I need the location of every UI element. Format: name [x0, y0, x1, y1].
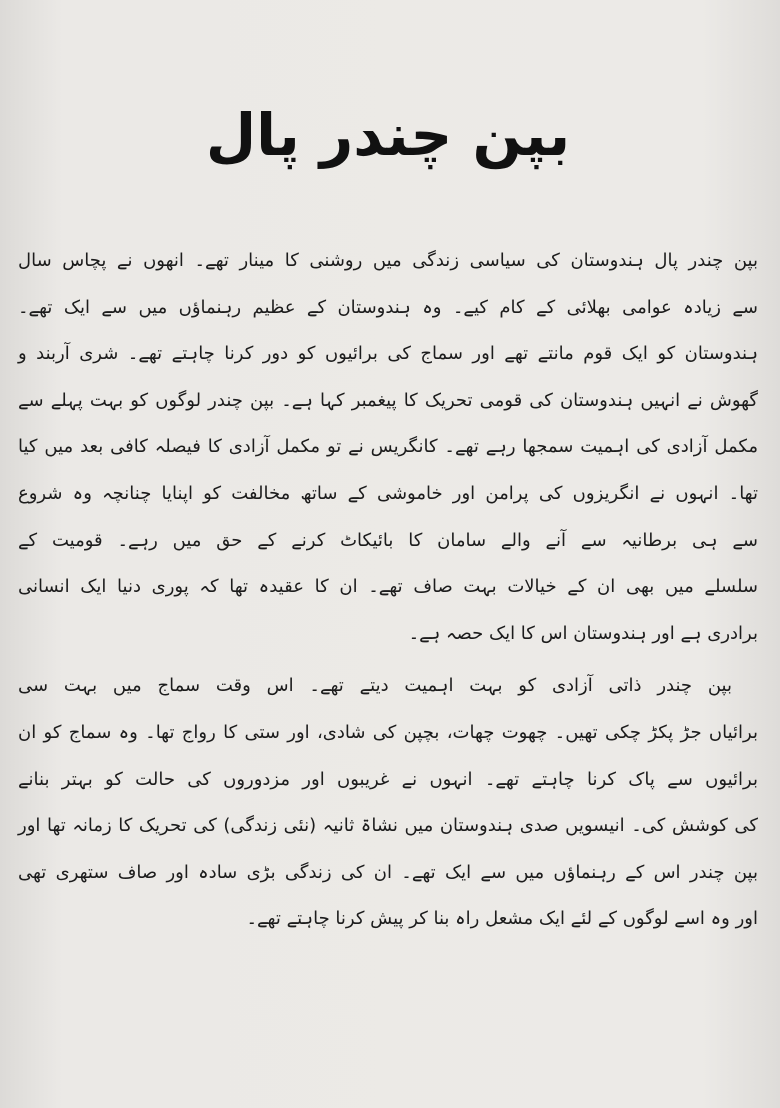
text-line: برادری ہے اور ہندوستان اس کا ایک حصہ ہے۔ [408, 622, 758, 644]
text-line: تھا۔ انہوں نے انگریزوں کی پرامن اور خاموشی کے ساتھ مخالفت کو اپنایا چنانچہ وہ شروع [18, 482, 758, 504]
text-line: گھوش نے انہیں ہندوستان کی قومی تحریک کا پیغمبر کہا ہے۔ بپن چندر لوگوں کو بہت پہلے سے [18, 389, 758, 411]
text-line: سلسلے میں بھی ان کے خیالات بہت صاف تھے۔ ان کا عقیدہ تھا کہ پوری دنیا ایک انسانی [18, 576, 758, 598]
paragraph-2 [18, 663, 758, 943]
document-body [18, 238, 758, 943]
text-line: برائیاں جڑ پکڑ چکی تھیں۔ چھوت چھات، بچپن کی شادی، اور ستی کا رواج تھا۔ وہ سماج کو ان [18, 721, 758, 743]
text-line: مکمل آزادی کی اہمیت سمجھا رہے تھے۔ کانگریس نے تو مکمل آزادی کا فیصلہ کافی بعد میں کیا [18, 436, 758, 458]
text-line: ہندوستان کو ایک قوم مانتے تھے اور سماج کی برائیوں کو دور کرنا چاہتے تھے۔ شری آربند و [18, 343, 758, 365]
text-line: بپن چندر پال ہندوستان کی سیاسی زندگی میں روشنی کا مینار تھے۔ انھوں نے پچاس سال [18, 250, 758, 271]
text-line: اور وہ اسے لوگوں کے لئے ایک مشعل راہ بنا کر پیش کرنا چاہتے تھے۔ [246, 908, 758, 930]
paragraph-1 [18, 238, 758, 657]
text-line: برائیوں سے پاک کرنا چاہتے تھے۔ انہوں نے غریبوں اور مزدوروں کی حالت کو بہتر بنانے [18, 768, 758, 790]
text-line: سے ہی برطانیہ سے آنے والے سامان کا بائیکاٹ کرنے کے حق میں رہے۔ قومیت کے [18, 529, 758, 551]
text-line: بپن چندر ذاتی آزادی کو بہت اہمیت دیتے تھے۔ اس وقت سماج میں بہت سی [18, 675, 732, 697]
page-title: بپن چندر پال [205, 101, 571, 169]
text-line: بپن چندر اس کے رہنماؤں میں سے ایک تھے۔ ان کی زندگی بڑی سادہ اور صاف ستھری تھی [18, 861, 758, 883]
text-line: سے زیادہ عوامی بھلائی کے کام کیے۔ وہ ہندوستان کے عظیم رہنماؤں میں سے ایک تھے۔ [18, 296, 758, 318]
text-line: کی کوشش کی۔ انیسویں صدی ہندوستان میں نشاۃ ثانیہ (نئی زندگی) کی تحریک کا زمانہ تھا اور [18, 815, 758, 837]
